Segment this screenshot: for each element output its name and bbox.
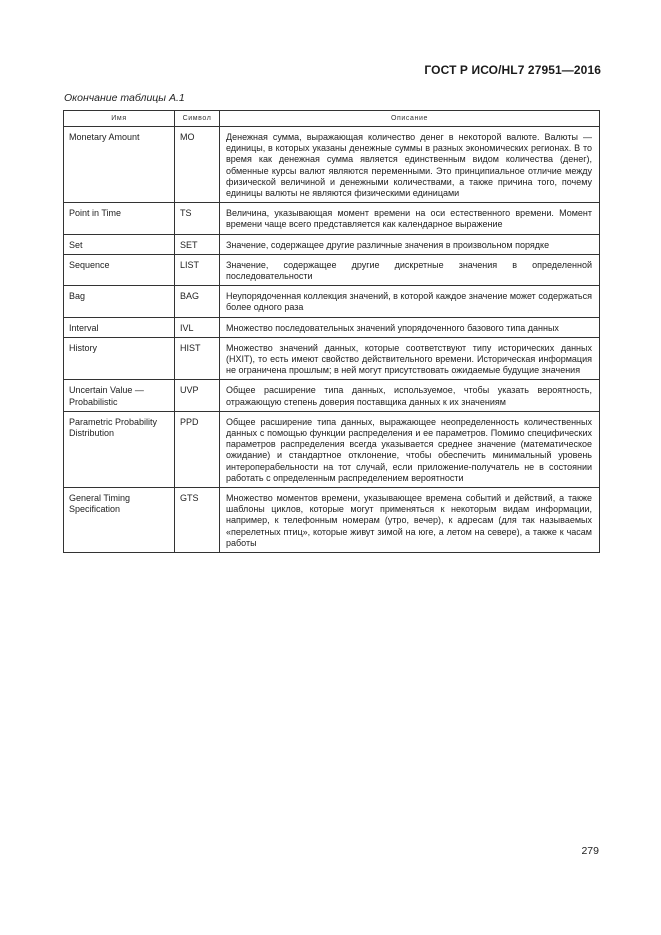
table-row <box>64 254 600 285</box>
cell-symbol: SET <box>175 234 220 254</box>
cell-description: Множество последовательных значений упорядоченного базового типа данных <box>220 317 600 337</box>
cell-symbol: MO <box>175 127 220 203</box>
table-row <box>64 337 600 380</box>
cell-name: Interval <box>64 317 175 337</box>
cell-symbol: IVL <box>175 317 220 337</box>
cell-symbol: HIST <box>175 337 220 380</box>
cell-description: Денежная сумма, выражающая количество денег в некоторой валюте. Валюты — единицы, в которых указаны денежные суммы в разных экономических регионах. В то время как денежная сумма является единственным видом количества (денег), обменные курсы валют являются переменными. Это принципиальное отличие между физической величиной и денежными количествами, а также причина того, почему единицы валюты не являются физическими единицами <box>220 127 600 203</box>
cell-name: Point in Time <box>64 203 175 234</box>
cell-name: Uncertain Value — Probabilistic <box>64 380 175 411</box>
cell-symbol: PPD <box>175 411 220 487</box>
document-standard-header: ГОСТ Р ИСО/HL7 27951—2016 <box>424 63 601 77</box>
table-row <box>64 286 600 317</box>
cell-name: Set <box>64 234 175 254</box>
table-row <box>64 488 600 553</box>
table-caption: Окончание таблицы А.1 <box>64 92 185 104</box>
definitions-table <box>63 110 600 553</box>
table-body <box>64 127 600 553</box>
cell-name: Sequence <box>64 254 175 285</box>
page-number: 279 <box>581 845 599 857</box>
cell-description: Неупорядоченная коллекция значений, в которой каждое значение может содержаться более одного раза <box>220 286 600 317</box>
cell-description: Значение, содержащее другие дискретные значения в определенной последовательности <box>220 254 600 285</box>
table-header-row <box>64 111 600 127</box>
cell-symbol: TS <box>175 203 220 234</box>
cell-description: Множество значений данных, которые соответствуют типу исторических данных (HXIT), то есть имеют свойство действительного времени. Историческая информация не ограничена прошлым; в ней могут присутствовать ожидаемые будущие значения <box>220 337 600 380</box>
column-header-description: Описание <box>220 111 600 127</box>
cell-symbol: GTS <box>175 488 220 553</box>
cell-symbol: UVP <box>175 380 220 411</box>
cell-description: Значение, содержащее другие различные значения в произвольном порядке <box>220 234 600 254</box>
cell-name: Parametric Probability Distribution <box>64 411 175 487</box>
table-row <box>64 411 600 487</box>
table-row <box>64 234 600 254</box>
column-header-name: Имя <box>64 111 175 127</box>
cell-description: Общее расширение типа данных, выражающее неопределенность количественных данных с помощью функции распределения и ее параметров. Помимо специфических параметров распределения всегда указывается среднее значение (математическое ожидание) и стандартное отклонение, чтобы обеспечить минимальный уровень интероперабельности на тот случай, если приложение-получатель не в состоянии работать с определенным распределением вероятности <box>220 411 600 487</box>
cell-description: Общее расширение типа данных, используемое, чтобы указать вероятность, отражающую степень доверия поставщика данных к их значениям <box>220 380 600 411</box>
cell-name: History <box>64 337 175 380</box>
table-row <box>64 127 600 203</box>
cell-description: Величина, указывающая момент времени на оси естественного времени. Момент времени чаще всего представляется как календарное выражение <box>220 203 600 234</box>
cell-name: General Timing Specification <box>64 488 175 553</box>
table-row <box>64 317 600 337</box>
cell-symbol: LIST <box>175 254 220 285</box>
cell-description: Множество моментов времени, указывающее времена событий и действий, а также шаблоны циклов, которые могут применяться к некоторым видам информации, например, к телефонным номерам (утро, вечер), к адресам (для так называемых «перелетных птиц», которые живут зимой на юге, а летом на севере), а также к часам работы <box>220 488 600 553</box>
table-row <box>64 203 600 234</box>
cell-symbol: BAG <box>175 286 220 317</box>
table-row <box>64 380 600 411</box>
column-header-symbol: Символ <box>175 111 220 127</box>
cell-name: Monetary Amount <box>64 127 175 203</box>
cell-name: Bag <box>64 286 175 317</box>
